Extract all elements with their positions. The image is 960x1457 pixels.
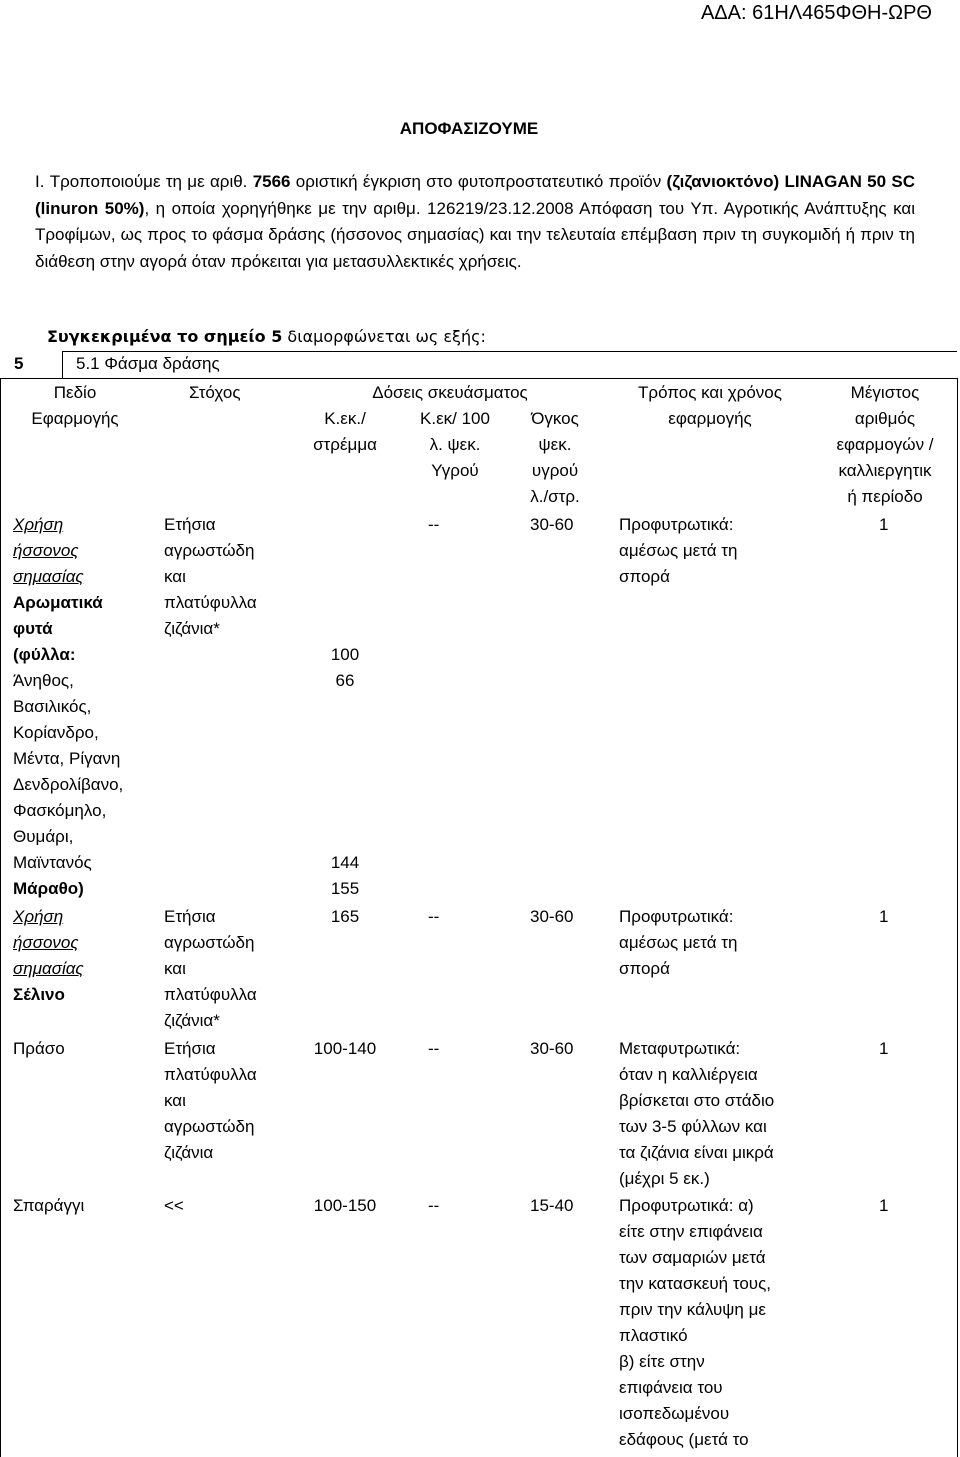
header-dose-line: λ. ψεκ. [429,435,481,454]
row-aromatic-dose-b: -- [428,515,440,534]
target-line: και [164,567,186,586]
target-line: και [164,959,186,978]
target-line: αγρωστώδη [164,1117,255,1136]
target-line: ζιζάνια [164,1143,214,1162]
header-dose-per-stremma [300,406,390,458]
row-asparagus-method [619,1193,819,1453]
minor-use-label: Χρήση [13,907,64,926]
method-line: όταν η καλλιέργεια [619,1065,758,1084]
dose-value: 66 [335,671,355,690]
header-max-line: καλλιεργητικ [838,461,932,480]
row-asparagus-max: 1 [879,1196,889,1215]
row-asparagus-crop: Σπαράγγι [13,1196,85,1215]
header-dose-line: Κ.εκ/ 100 [420,409,490,428]
crop-name: Αρωματικά [13,593,103,612]
subheading [47,327,486,346]
ada-code: ΑΔΑ: 61ΗΛ465ΦΘΗ-ΩΡΘ [700,2,932,24]
header-field-line: Εφαρμογής [31,409,119,428]
method-line: β) είτε στην [619,1352,705,1371]
row-celery-method [619,904,809,982]
header-dose-line: Κ.εκ./ [324,409,366,428]
header-volume-line: Όγκος [531,409,579,428]
target-line: ζιζάνια* [164,619,220,638]
header-field [10,380,140,432]
row-leek-dose-a: 100-140 [313,1039,377,1058]
header-volume-line: ψεκ. [538,435,572,454]
row-leek-method [619,1036,819,1192]
crop-list-item: Δενδρολίβανο, [13,775,124,794]
minor-use-label: ήσσονος [13,541,79,560]
method-line: επιφάνεια του [619,1378,723,1397]
header-max-line: εφαρμογών / [836,435,934,454]
header-dose-line: στρέμμα [313,435,377,454]
crop-list-item: Κορίανδρο, [13,723,99,742]
minor-use-label: σημασίας [13,567,84,586]
dose-value: 155 [330,879,360,898]
minor-use-label: ήσσονος [13,933,79,952]
intro-product-name: (ζιζανιοκτόνο) LINAGAN 50 SC (linuron 50%) [35,172,915,218]
dose-value: 144 [330,853,360,872]
method-line: την κατασκευή τους, [619,1274,772,1293]
row-aromatic-max: 1 [879,515,889,534]
subheading-rest: διαμορφώνεται ως εξής: [282,327,486,346]
method-line: ισοπεδωμένου [619,1404,730,1423]
minor-use-label: σημασίας [13,959,84,978]
crop-list-item: Βασιλικός, [13,697,92,716]
target-line: πλατύφυλλα [164,593,257,612]
crop-list-item: Μάραθο) [13,879,84,898]
method-line: πριν την κάλυψη με [619,1300,766,1319]
method-line: βρίσκεται στο στάδιο [619,1091,775,1110]
method-line: των 3-5 φύλλων και [619,1117,767,1136]
method-line: αμέσως μετά τη [619,933,738,952]
header-spray-volume [510,406,600,510]
header-method-line: Τρόπος και χρόνος [638,383,782,402]
target-line: Ετήσια [164,1039,216,1058]
header-dose-per-100l [405,406,505,484]
dose-value: 100 [330,645,360,664]
method-line: των σαμαριών μετά [619,1248,766,1267]
row-asparagus-volume: 15-40 [530,1196,574,1215]
row-aromatic-method [619,512,809,590]
row-aromatic-volume: 30-60 [530,515,574,534]
row-leek-dose-b: -- [428,1039,440,1058]
crop-list-item: Άνηθος, [13,671,74,690]
target-line: αγρωστώδη [164,933,255,952]
section-title: 5.1 Φάσμα δράσης [76,354,220,373]
header-target: Στόχος [189,383,241,402]
crop-list-item: Μέντα, Ρίγανη [13,749,121,768]
row-aromatic-dose-a [305,642,385,694]
crop-name: φυτά [13,619,53,638]
section-number: 5 [14,354,24,373]
decision-heading: ΑΠΟΦΑΣΙΖΟΥΜΕ [399,119,539,138]
row-celery-max: 1 [879,907,889,926]
row-celery-dose-a: 165 [330,907,360,926]
header-max-line: αριθμός [854,409,916,428]
row-asparagus-target: << [164,1196,184,1215]
header-volume-line: υγρού [531,461,579,480]
method-line: εδάφους (μετά το [619,1430,749,1449]
target-line: και [164,1091,186,1110]
method-line: Προφυτρωτικά: α) [619,1196,754,1215]
method-line: σπορά [619,567,670,586]
header-method [615,380,805,432]
row-celery-volume: 30-60 [530,907,574,926]
crop-list-item: Φασκόμηλο, [13,801,107,820]
header-max-line: ή περίοδο [847,487,923,506]
row-leek-target [164,1036,294,1166]
intro-part-3: , η οποία χορηγήθηκε με την αριθμ. 126219/23.12.2008 Απόφαση του Υπ. Αγροτικής Ανάπτυξης και Τροφίμων, ως προς το φάσμα δράσης (ήσσονος σημασίας) και την τελευταία επέμβαση πριν τη συγκομιδή ή πριν τη διάθεση στην αγορά όταν πρόκειται για μετασυλλεκτικές χρήσεις. [35,198,916,271]
crop-name: Σέλινο [13,985,65,1004]
method-line: (μέχρι 5 εκ.) [619,1169,710,1188]
section-number-divider [62,351,63,378]
crop-name: (φύλλα: [13,645,76,664]
method-line: αμέσως μετά τη [619,541,738,560]
method-line: σπορά [619,959,670,978]
row-aromatic-dose-a2 [305,850,385,902]
method-line: Προφυτρωτικά: [619,907,734,926]
header-field-line: Πεδίο [53,383,97,402]
method-line: πλαστικό [619,1326,688,1345]
minor-use-label: Χρήση [13,515,64,534]
method-line: Μεταφυτρωτικά: [619,1039,741,1058]
header-doses: Δόσεις σκευάσματος [372,383,528,402]
row-asparagus-dose-a: 100-150 [313,1196,377,1215]
target-line: Ετήσια [164,515,216,534]
target-line: ζιζάνια* [164,1011,220,1030]
intro-approval-number: 7566 [252,172,291,191]
row-leek-max: 1 [879,1039,889,1058]
target-line: πλατύφυλλα [164,985,257,1004]
method-line: είτε στην επιφάνεια [619,1222,763,1241]
target-line: Ετήσια [164,907,216,926]
crop-list-item: Θυμάρι, [13,827,74,846]
intro-part-1: I. Τροποποιούμε τη με αριθ. [35,172,253,191]
header-max-applications [815,380,955,510]
method-line: Προφυτρωτικά: [619,515,734,534]
row-celery-crop [13,904,158,1008]
row-leek-volume: 30-60 [530,1039,574,1058]
header-method-line: εφαρμογής [668,409,752,428]
target-line: πλατύφυλλα [164,1065,257,1084]
row-aromatic-crop [13,512,158,902]
row-asparagus-dose-b: -- [428,1196,440,1215]
row-leek-crop: Πράσο [13,1039,65,1058]
subheading-bold: Συγκεκριμένα το σημείο 5 [47,327,283,346]
target-line: αγρωστώδη [164,541,255,560]
header-volume-line: λ./στρ. [530,487,580,506]
crop-list-item: Μαϊντανός [13,853,92,872]
intro-paragraph [35,169,915,275]
table-top-rule [62,351,957,352]
row-celery-dose-b: -- [428,907,440,926]
header-dose-line: Υγρού [431,461,479,480]
row-celery-target [164,904,294,1034]
method-line: τα ζιζάνια είναι μικρά [619,1143,774,1162]
header-max-line: Μέγιστος [850,383,920,402]
intro-part-2: οριστική έγκριση στο φυτοπροστατευτικό προϊόν [290,172,667,191]
row-aromatic-target [164,512,294,642]
